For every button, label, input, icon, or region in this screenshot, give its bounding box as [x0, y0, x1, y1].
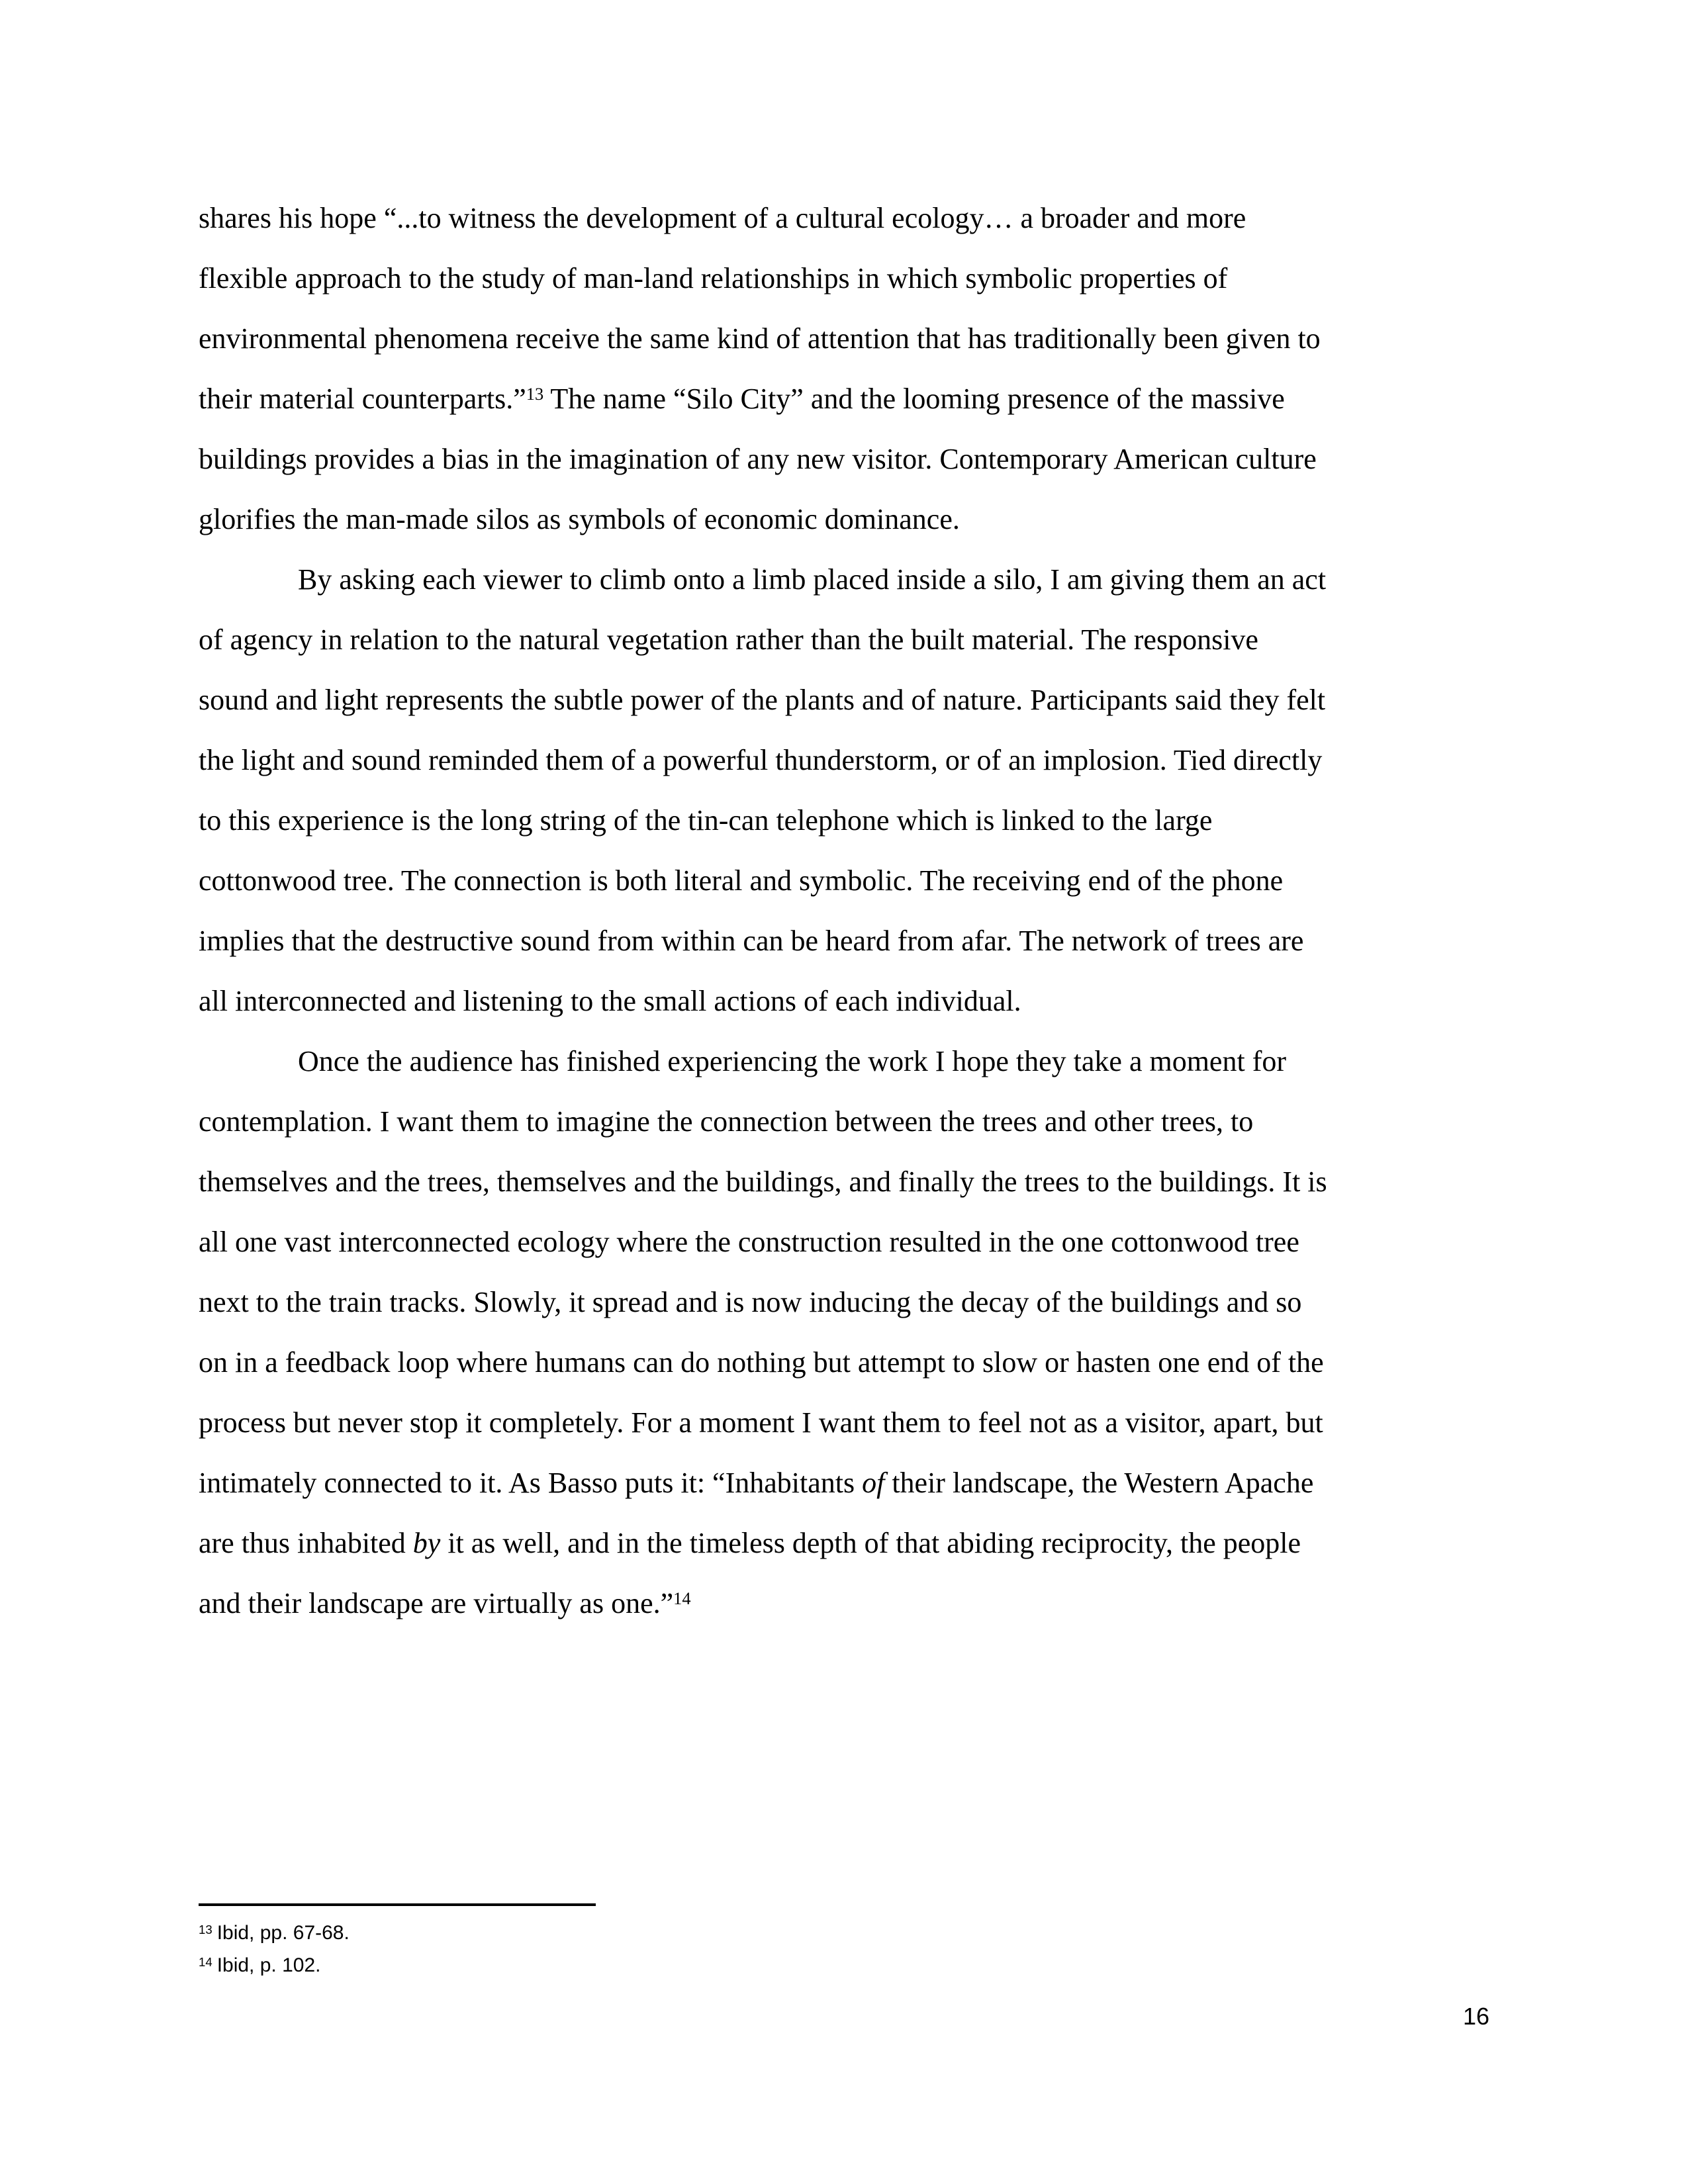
- italic-text-segment: by: [412, 1527, 441, 1559]
- text-segment: are thus inhabited: [199, 1527, 413, 1559]
- text-segment: sound and light represents the subtle power of the plants and of nature. Participants said they felt: [199, 684, 1326, 716]
- body-text-line: [199, 549, 1489, 610]
- body-text-line: [199, 1332, 1489, 1392]
- body-text-line: [199, 188, 1489, 248]
- footnote-14: [199, 1949, 1489, 1981]
- text-segment: and their landscape are virtually as one.”: [199, 1587, 674, 1619]
- body-text-line: [199, 248, 1489, 308]
- text-segment: all one vast interconnected ecology where the construction resulted in the one cottonwood tree: [199, 1226, 1299, 1258]
- body-text: [199, 188, 1489, 1633]
- text-segment: buildings provides a bias in the imagination of any new visitor. Contemporary American culture: [199, 443, 1317, 475]
- text-segment: to this experience is the long string of the tin-can telephone which is linked to the large: [199, 804, 1213, 837]
- body-text-line: [199, 429, 1489, 489]
- text-segment: themselves and the trees, themselves and the buildings, and finally the trees to the buildings. It is: [199, 1165, 1327, 1198]
- body-text-line: [199, 308, 1489, 369]
- text-segment: of agency in relation to the natural vegetation rather than the built material. The responsive: [199, 623, 1258, 656]
- body-text-line: [199, 489, 1489, 549]
- body-text-line: [199, 911, 1489, 971]
- footnote-separator-line: [199, 1903, 596, 1906]
- text-segment: Once the audience has finished experiencing the work I hope they take a moment for: [298, 1045, 1286, 1077]
- body-text-line: [199, 1513, 1489, 1573]
- footnote-13: [199, 1917, 1489, 1949]
- body-text-line: [199, 1272, 1489, 1332]
- body-text-line: [199, 1453, 1489, 1513]
- body-text-line: [199, 850, 1489, 911]
- footnote-text: Ibid, pp. 67-68.: [216, 1922, 350, 1944]
- footnote-marker: 13: [199, 1922, 212, 1936]
- body-text-line: [199, 1573, 1489, 1633]
- body-text-line: [199, 1212, 1489, 1272]
- body-text-line: [199, 1152, 1489, 1212]
- footnote-text: Ibid, p. 102.: [216, 1954, 321, 1976]
- text-segment: process but never stop it completely. For a moment I want them to feel not as a visitor, apart, but: [199, 1406, 1323, 1439]
- body-text-line: [199, 1031, 1489, 1091]
- text-segment: all interconnected and listening to the small actions of each individual.: [199, 985, 1021, 1017]
- footnote-marker: 14: [199, 1954, 212, 1969]
- text-segment: glorifies the man-made silos as symbols of economic dominance.: [199, 503, 960, 535]
- text-segment: next to the train tracks. Slowly, it spread and is now inducing the decay of the buildings and so: [199, 1286, 1302, 1318]
- text-segment: contemplation. I want them to imagine the connection between the trees and other trees, to: [199, 1105, 1254, 1138]
- body-text-line: [199, 369, 1489, 429]
- text-segment: cottonwood tree. The connection is both literal and symbolic. The receiving end of the phone: [199, 864, 1284, 897]
- footnote-section: [199, 1903, 1489, 1981]
- body-text-line: [199, 1392, 1489, 1453]
- text-segment: their landscape, the Western Apache: [884, 1467, 1314, 1499]
- text-segment: The name “Silo City” and the looming presence of the massive: [543, 383, 1285, 415]
- body-text-line: [199, 670, 1489, 730]
- text-segment: it as well, and in the timeless depth of that abiding reciprocity, the people: [440, 1527, 1301, 1559]
- text-segment: flexible approach to the study of man-land relationships in which symbolic properties of: [199, 262, 1228, 295]
- body-text-line: [199, 1091, 1489, 1152]
- body-text-line: [199, 971, 1489, 1031]
- text-segment: environmental phenomena receive the same kind of attention that has traditionally been given to: [199, 322, 1321, 355]
- text-segment: shares his hope “...to witness the development of a cultural ecology… a broader and more: [199, 202, 1246, 234]
- footnote-reference: 14: [673, 1588, 691, 1608]
- page-number: 16: [1462, 2003, 1489, 2030]
- footnote-reference: 13: [526, 383, 544, 404]
- text-segment: on in a feedback loop where humans can do nothing but attempt to slow or hasten one end of the: [199, 1346, 1324, 1379]
- text-segment: the light and sound reminded them of a powerful thunderstorm, or of an implosion. Tied directly: [199, 744, 1323, 776]
- text-segment: intimately connected to it. As Basso puts it: “Inhabitants: [199, 1467, 863, 1499]
- text-segment: implies that the destructive sound from within can be heard from afar. The network of trees are: [199, 925, 1304, 957]
- body-text-line: [199, 610, 1489, 670]
- body-text-line: [199, 790, 1489, 850]
- body-text-line: [199, 730, 1489, 790]
- text-segment: their material counterparts.”: [199, 383, 526, 415]
- italic-text-segment: of: [862, 1467, 885, 1499]
- text-segment: By asking each viewer to climb onto a limb placed inside a silo, I am giving them an act: [298, 563, 1327, 596]
